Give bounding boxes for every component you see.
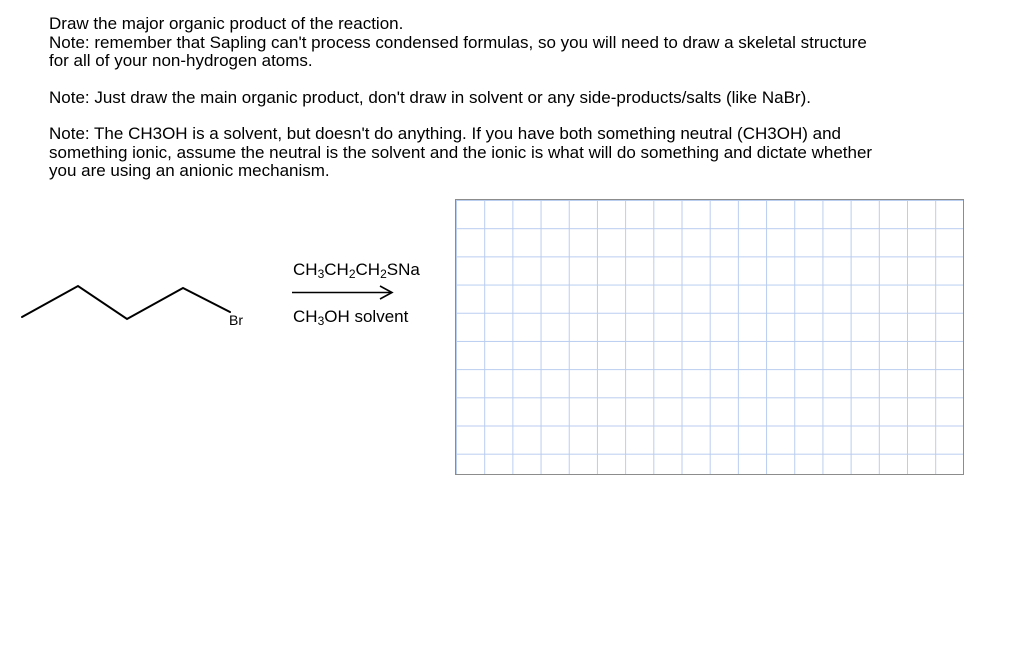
reagent-subscript: 2 bbox=[380, 267, 387, 281]
reaction-scheme-drawing bbox=[0, 200, 460, 360]
reagent-above-arrow bbox=[293, 260, 420, 280]
spacer bbox=[49, 107, 1009, 125]
instruction-line: Note: The CH3OH is a solvent, but doesn't do anything. If you have both something neutral (CH3OH) and bbox=[49, 124, 841, 143]
instruction-line: for all of your non-hydrogen atoms. bbox=[49, 51, 313, 70]
reagent-subscript: 3 bbox=[317, 267, 325, 281]
reaction-scheme bbox=[0, 200, 460, 360]
reagent-text: SNa bbox=[386, 260, 420, 279]
reagent-below-arrow bbox=[293, 307, 408, 327]
bromine-atom-label: Br bbox=[229, 312, 243, 328]
instruction-line: something ionic, assume the neutral is the solvent and the ionic is what will do something and dictate whether bbox=[49, 142, 873, 162]
instruction-line: Note: Just draw the main organic product, don't draw in solvent or any side-products/salts (like NaBr). bbox=[49, 87, 811, 107]
question-instructions bbox=[49, 15, 1009, 181]
reactant-skeletal-structure bbox=[22, 286, 230, 319]
reagent-text: OH solvent bbox=[324, 307, 409, 326]
reagent-text: CH bbox=[355, 260, 381, 279]
spacer bbox=[49, 71, 1009, 89]
molecule-drawing-canvas[interactable] bbox=[455, 199, 964, 475]
reagent-subscript: 3 bbox=[317, 314, 325, 328]
reagent-text: CH bbox=[324, 260, 349, 279]
reagent-text: CH bbox=[293, 307, 318, 326]
instruction-line: Note: remember that Sapling can't process condensed formulas, so you will need to draw a skeletal structure bbox=[49, 32, 867, 52]
reagent-subscript: 2 bbox=[348, 267, 356, 281]
reagent-text: CH bbox=[293, 260, 318, 279]
instruction-line: you are using an anionic mechanism. bbox=[49, 161, 330, 180]
instruction-line: Draw the major organic product of the reaction. bbox=[49, 14, 404, 33]
